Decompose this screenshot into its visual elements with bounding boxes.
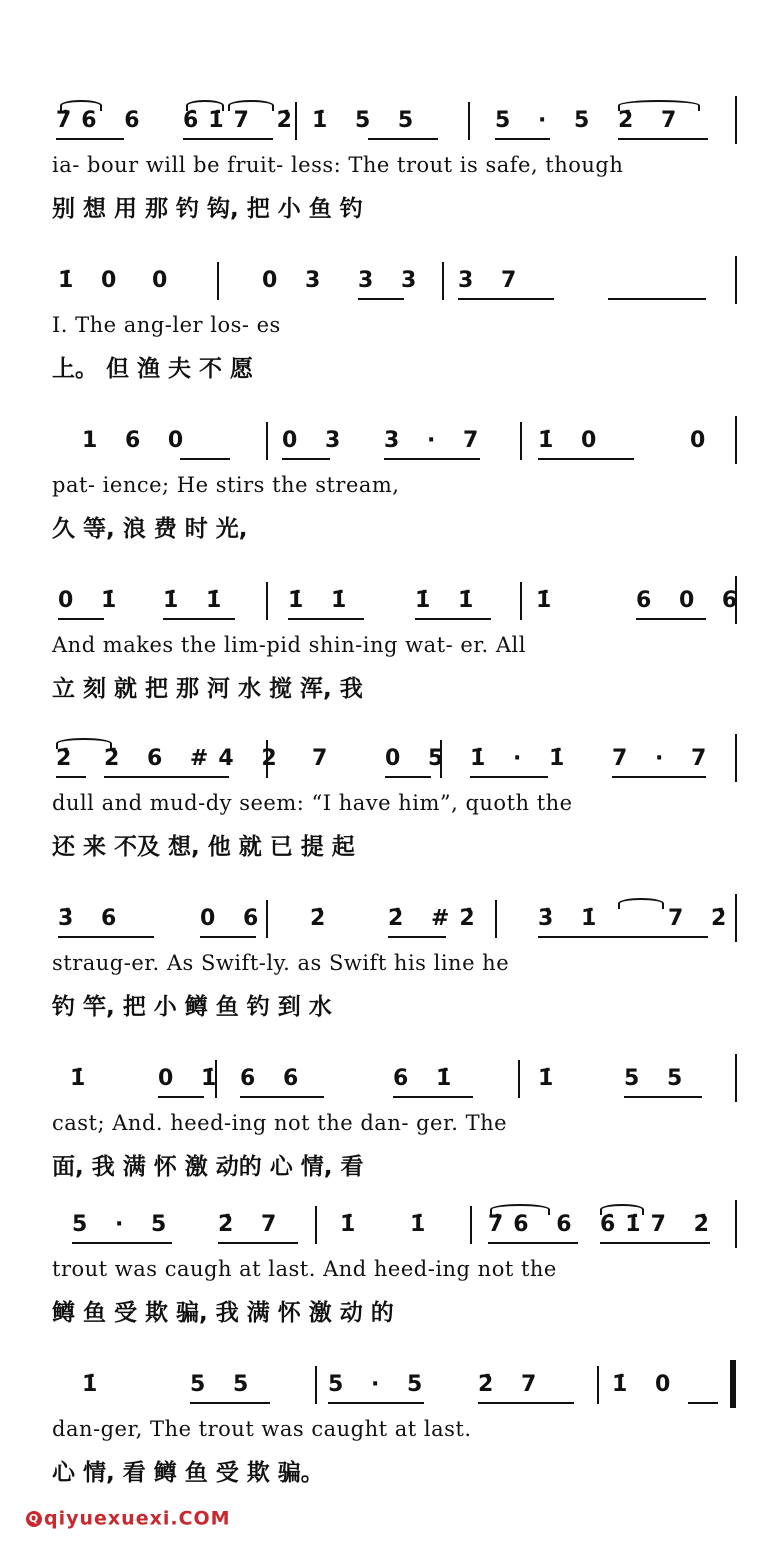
notation-line — [0, 898, 784, 938]
barline — [266, 582, 268, 620]
chinese-lyrics: 久 等, 浪 费 时 光, — [52, 516, 248, 542]
notation-line — [0, 420, 784, 460]
slur-mark — [228, 100, 274, 111]
score-system — [0, 420, 784, 540]
barline — [735, 1200, 737, 1248]
beam-underline — [618, 138, 708, 140]
note-group: 1̇ 0 — [538, 428, 607, 453]
beam-underline — [56, 776, 86, 778]
note-group: 7̇6 6 — [56, 108, 150, 133]
note-group: 7 2̇ — [668, 906, 737, 931]
barline — [520, 422, 522, 460]
note-group: 7 · 7 — [612, 746, 717, 771]
beam-underline — [200, 936, 256, 938]
note-group: 5 5 — [624, 1066, 693, 1091]
note-group: 3 7 — [458, 268, 527, 293]
barline — [735, 416, 737, 464]
beam-underline — [358, 298, 404, 300]
chinese-lyrics: 鳟 鱼 受 欺 骗, 我 满 怀 激 动 的 — [52, 1300, 394, 1326]
note-group: 1̇ — [538, 1066, 564, 1091]
beam-underline — [158, 1096, 204, 1098]
beam-underline — [538, 936, 708, 938]
beam-underline — [288, 618, 364, 620]
barline — [597, 1366, 599, 1404]
notation-line — [0, 100, 784, 140]
slur-mark — [60, 100, 102, 111]
barline — [520, 582, 522, 620]
score-system — [0, 1058, 784, 1178]
slur-mark — [56, 738, 112, 749]
beam-underline — [488, 1242, 578, 1244]
note-group: 2̇ 7 — [618, 108, 687, 133]
note-group: 5 · 5 — [328, 1372, 433, 1397]
chinese-lyrics: 立 刻 就 把 那 河 水 搅 浑, 我 — [52, 676, 363, 702]
barline — [735, 894, 737, 942]
note-group: 0 3 — [282, 428, 351, 453]
beam-underline — [470, 776, 548, 778]
beam-underline — [478, 1402, 574, 1404]
slur-mark — [618, 898, 664, 909]
score-system — [0, 1204, 784, 1324]
beam-underline — [58, 618, 104, 620]
note-group: 2̇ — [310, 906, 336, 931]
score-system — [0, 738, 784, 858]
note-group: 3̇ 1̇ — [538, 906, 607, 931]
barline — [495, 900, 497, 938]
note-group: 3 3 — [358, 268, 427, 293]
score-system — [0, 100, 784, 220]
note-group: 6 1̇ — [393, 1066, 462, 1091]
chinese-lyrics: 心 情, 看 鳟 鱼 受 欺 骗。 — [52, 1460, 324, 1486]
barline — [215, 1060, 217, 1098]
slur-mark — [618, 100, 700, 111]
note-group: 5 · 5 — [72, 1212, 177, 1237]
beam-underline — [368, 138, 438, 140]
note-group: 1̇ 0 — [612, 1372, 681, 1397]
notation-line — [0, 738, 784, 778]
chinese-lyrics: 面, 我 满 怀 激 动的 心 情, 看 — [52, 1154, 364, 1180]
barline — [266, 900, 268, 938]
note-group: 3 · 7 — [384, 428, 489, 453]
watermark-text: qiyuexuexi.COM — [44, 1507, 231, 1530]
note-group: 7 — [312, 746, 338, 771]
notation-line — [0, 580, 784, 620]
beam-underline — [495, 138, 550, 140]
barline — [470, 1206, 472, 1244]
note-group: 0 6 — [200, 906, 269, 931]
beam-underline — [180, 458, 230, 460]
slur-mark — [490, 1204, 550, 1215]
note-group: 2̇ 7 — [478, 1372, 547, 1397]
beam-underline — [240, 1096, 324, 1098]
note-group: 1 6 0 — [82, 428, 194, 453]
beam-underline — [384, 458, 480, 460]
note-group: 1̇ 0 — [58, 268, 127, 293]
note-group: 6̇1̇7 2̇ — [183, 108, 302, 133]
score-system — [0, 1364, 784, 1484]
barline — [518, 1060, 520, 1098]
beam-underline — [688, 1402, 718, 1404]
note-group: 5 · 5 — [495, 108, 600, 133]
note-group: 1̇ — [536, 588, 562, 613]
chinese-lyrics: 别 想 用 那 钓 钩, 把 小 鱼 钓 — [52, 196, 363, 222]
beam-underline — [328, 1402, 424, 1404]
barline — [735, 256, 737, 304]
english-lyrics: And makes the lim-pid shin-ing wat- er. All — [52, 633, 526, 657]
barline — [266, 740, 268, 778]
beam-underline — [385, 776, 431, 778]
note-group: 0 3 — [262, 268, 331, 293]
notation-line — [0, 1204, 784, 1244]
note-group: 0 1̇ — [158, 1066, 227, 1091]
english-lyrics: I. The ang-ler los- es — [52, 313, 281, 337]
note-group: 1̇ — [410, 1212, 436, 1237]
watermark-logo-icon: Q — [26, 1511, 42, 1527]
beam-underline — [282, 458, 330, 460]
slur-mark — [600, 1204, 644, 1215]
english-lyrics: ia- bour will be fruit- less: The trout is safe, though — [52, 153, 624, 177]
note-group: 0 1̇ — [58, 588, 127, 613]
beam-underline — [56, 138, 124, 140]
barline — [217, 262, 219, 300]
note-group: 5 5 — [190, 1372, 259, 1397]
score-system — [0, 898, 784, 1018]
note-group: 1̇ 1̇ — [415, 588, 484, 613]
beam-underline — [612, 776, 706, 778]
score-system — [0, 260, 784, 380]
beam-underline — [104, 776, 229, 778]
chinese-lyrics: 上。 但 渔 夫 不 愿 — [52, 356, 254, 382]
note-group: 6̇1̇7 2̇ — [600, 1212, 719, 1237]
note-group: 1̇ · 1̇ — [470, 746, 575, 771]
beam-underline — [624, 1096, 702, 1098]
barline — [442, 262, 444, 300]
note-group: 0 — [690, 428, 716, 453]
chinese-lyrics: 钓 竿, 把 小 鳟 鱼 钓 到 水 — [52, 994, 332, 1020]
note-group: 0 5 — [385, 746, 454, 771]
beam-underline — [58, 936, 154, 938]
note-group: 6 6 — [240, 1066, 309, 1091]
slur-mark — [186, 100, 224, 111]
english-lyrics: trout was caugh at last. And heed-ing not the — [52, 1257, 557, 1281]
beam-underline — [458, 298, 554, 300]
beam-underline — [608, 298, 706, 300]
note-group: 6 0 6 — [636, 588, 748, 613]
barline — [735, 734, 737, 782]
barline — [468, 102, 470, 140]
final-barline — [730, 1360, 736, 1408]
beam-underline — [415, 618, 491, 620]
beam-underline — [388, 936, 446, 938]
beam-underline — [600, 1242, 710, 1244]
beam-underline — [218, 1242, 298, 1244]
english-lyrics: dull and mud-dy seem: “I have him”, quoth the — [52, 791, 573, 815]
barline — [266, 422, 268, 460]
english-lyrics: cast; And. heed-ing not the dan- ger. The — [52, 1111, 508, 1135]
note-group: 1̇ — [82, 1372, 108, 1397]
note-group: 2̇ 7 — [218, 1212, 287, 1237]
english-lyrics: pat- ience; He stirs the stream, — [52, 473, 400, 497]
note-group: 7̇6 6 — [488, 1212, 582, 1237]
beam-underline — [393, 1096, 473, 1098]
barline — [440, 740, 442, 778]
note-group: 1̇ 1̇ — [163, 588, 232, 613]
beam-underline — [72, 1242, 172, 1244]
barline — [315, 1366, 317, 1404]
beam-underline — [163, 618, 235, 620]
barline — [735, 576, 737, 624]
note-group: 2̇ #2̇ — [388, 906, 485, 931]
barline — [735, 96, 737, 144]
chinese-lyrics: 还 来 不及 想, 他 就 已 提 起 — [52, 834, 355, 860]
beam-underline — [538, 458, 634, 460]
watermark — [26, 1507, 231, 1530]
note-group: 2̇ — [56, 746, 82, 771]
english-lyrics: dan-ger, The trout was caught at last. — [52, 1417, 472, 1441]
beam-underline — [183, 138, 273, 140]
note-group: 2̇ 6 #4 2 — [104, 746, 287, 771]
beam-underline — [190, 1402, 270, 1404]
note-group: 1̇ 5 5 — [312, 108, 424, 133]
note-group: 1̇ — [340, 1212, 366, 1237]
barline — [735, 1054, 737, 1102]
notation-line — [0, 1364, 784, 1404]
note-group: 1̇ 1̇ — [288, 588, 357, 613]
barline — [295, 102, 297, 140]
note-group: 0 — [152, 268, 178, 293]
notation-line — [0, 260, 784, 300]
notation-line — [0, 1058, 784, 1098]
score-system — [0, 580, 784, 700]
note-group: 3̇ 6 — [58, 906, 127, 931]
beam-underline — [636, 618, 706, 620]
barline — [315, 1206, 317, 1244]
note-group: 1̇ — [70, 1066, 96, 1091]
english-lyrics: straug-er. As Swift-ly. as Swift his line he — [52, 951, 510, 975]
